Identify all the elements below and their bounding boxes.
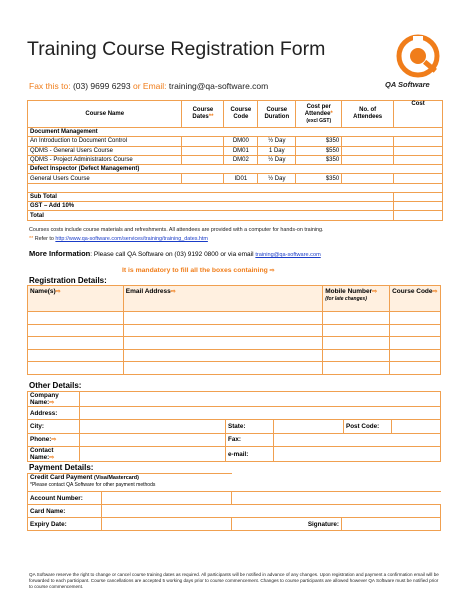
account-number-field[interactable]: [102, 492, 232, 505]
postcode-field[interactable]: [392, 420, 441, 433]
header-no-attendees: No. of Attendees: [342, 101, 394, 128]
training-dates-link[interactable]: http://www.qa-software.com/services/training/training_dates.htm: [55, 236, 208, 242]
contact-field[interactable]: [80, 447, 226, 462]
signature-label: Signature:: [232, 518, 342, 531]
phone-label: Phone:⇨: [28, 433, 80, 446]
total-label: Total: [28, 211, 394, 220]
email-label: Email:: [142, 81, 167, 91]
email-field-label: e-mail:: [226, 447, 274, 462]
expiry-field[interactable]: [102, 518, 232, 531]
credit-card-label: Credit Card Payment (Visa/Mastercard) *Please contact QA Software for other payment methods: [28, 474, 232, 492]
registration-row: [28, 337, 441, 350]
city-field[interactable]: [80, 420, 226, 433]
fax-field[interactable]: [274, 433, 441, 446]
phone-field[interactable]: [80, 433, 226, 446]
registration-heading: Registration Details:: [29, 276, 107, 285]
registration-row: [28, 349, 441, 362]
state-field[interactable]: [274, 420, 344, 433]
course-notes: Courses costs include course materials and refreshments. All attendees are provided with a computer for hands-on training. ** Refer to http://www.qa-software.com/services/training/training_dates.htm: [29, 227, 324, 242]
company-label: Company Name:⇨: [28, 392, 80, 407]
arrow-right-icon: ⇨: [269, 268, 275, 274]
arrow-right-icon: ⇨: [432, 289, 438, 295]
arrow-right-icon: ⇨: [55, 289, 61, 295]
payment-table: [27, 473, 441, 531]
company-field[interactable]: [80, 392, 441, 407]
course-row: QDMS - Project Administrators Course DM02 ½ Day $350: [28, 155, 443, 164]
fax-number: (03) 9699 6293: [72, 81, 131, 91]
qa-software-logo: [396, 34, 440, 78]
col-names: Name(s)⇨: [28, 286, 124, 312]
registration-row: [28, 362, 441, 375]
course-row: QDMS - General Users Course DM01 1 Day $550: [28, 146, 443, 155]
registration-row: [28, 324, 441, 337]
address-field[interactable]: [80, 407, 441, 420]
other-details-heading: Other Details:: [29, 381, 82, 390]
arrow-right-icon: ⇨: [170, 289, 176, 295]
arrow-right-icon: ⇨: [372, 289, 378, 295]
arrow-right-icon: ⇨: [49, 400, 55, 406]
more-information: More Information: Please call QA Software on (03) 9192 0800 or via email training@qa-software.com: [29, 249, 321, 258]
course-table: [27, 100, 443, 221]
course-row: General Users Course ID01 ½ Day $350: [28, 174, 443, 183]
gst-field[interactable]: [394, 202, 443, 211]
arrow-right-icon: ⇨: [49, 455, 55, 462]
arrow-right-icon: ⇨: [51, 437, 57, 444]
subtotal-label: Sub Total: [28, 192, 394, 201]
email-address[interactable]: training@qa-software.com: [168, 81, 269, 91]
logo-text: QA Software: [385, 80, 430, 89]
col-email: Email Address⇨: [123, 286, 322, 312]
registration-row: [28, 312, 441, 325]
registration-table: [27, 285, 441, 375]
header-cost: Cost: [394, 101, 443, 128]
gst-label: GST – Add 10%: [28, 202, 394, 211]
header-course-dates: Course Dates**: [182, 101, 224, 128]
mandatory-notice: It is mandatory to fill all the boxes containing ⇨: [122, 267, 275, 274]
payment-heading: Payment Details:: [29, 463, 94, 472]
total-field[interactable]: [394, 211, 443, 220]
category-row: Defect Inspector (Defect Management): [28, 165, 443, 174]
address-label: Address:: [28, 407, 80, 420]
expiry-label: Expiry Date:: [28, 518, 102, 531]
fax-label: Fax this to:: [29, 81, 71, 91]
state-label: State:: [226, 420, 274, 433]
col-mobile: Mobile Number⇨ (for late changes): [323, 286, 390, 312]
card-name-field[interactable]: [102, 505, 441, 518]
category-row: Document Management: [28, 128, 443, 137]
account-number-label: Account Number:: [28, 492, 102, 505]
subtotal-field[interactable]: [394, 192, 443, 201]
header-course-duration: Course Duration: [258, 101, 296, 128]
header-cost-per-attendee: Cost per Attendee* (excl GST): [296, 101, 342, 128]
card-name-label: Card Name:: [28, 505, 102, 518]
email-field[interactable]: [274, 447, 441, 462]
more-info-email-link[interactable]: training@qa-software.com: [255, 252, 321, 258]
header-course-code: Course Code: [224, 101, 258, 128]
col-course-code: Course Code⇨: [390, 286, 441, 312]
header-course-name: Course Name: [28, 101, 182, 128]
contact-label: Contact Name:⇨: [28, 447, 80, 462]
other-details-table: [27, 391, 441, 462]
fax-line: [29, 81, 268, 91]
disclaimer-text: QA Software reserve the right to change or cancel course training dates as required. All participants will be notified in advance of any changes. Upon registration and payment a confirmation email will be forwarded to each participant. Course cancellations are accepted 5 working days prior to course commencement. Changes to course participants are allowed however QA Software must be notified prior to course commencement.: [29, 572, 439, 589]
postcode-label: Post Code:: [344, 420, 392, 433]
fax-field-label: Fax:: [226, 433, 274, 446]
course-row: An Introduction to Document Control DM00 ½ Day $350: [28, 137, 443, 146]
signature-field[interactable]: [342, 518, 441, 531]
city-label: City:: [28, 420, 80, 433]
or-word: or: [130, 81, 143, 91]
page-title: Training Course Registration Form: [27, 38, 326, 60]
